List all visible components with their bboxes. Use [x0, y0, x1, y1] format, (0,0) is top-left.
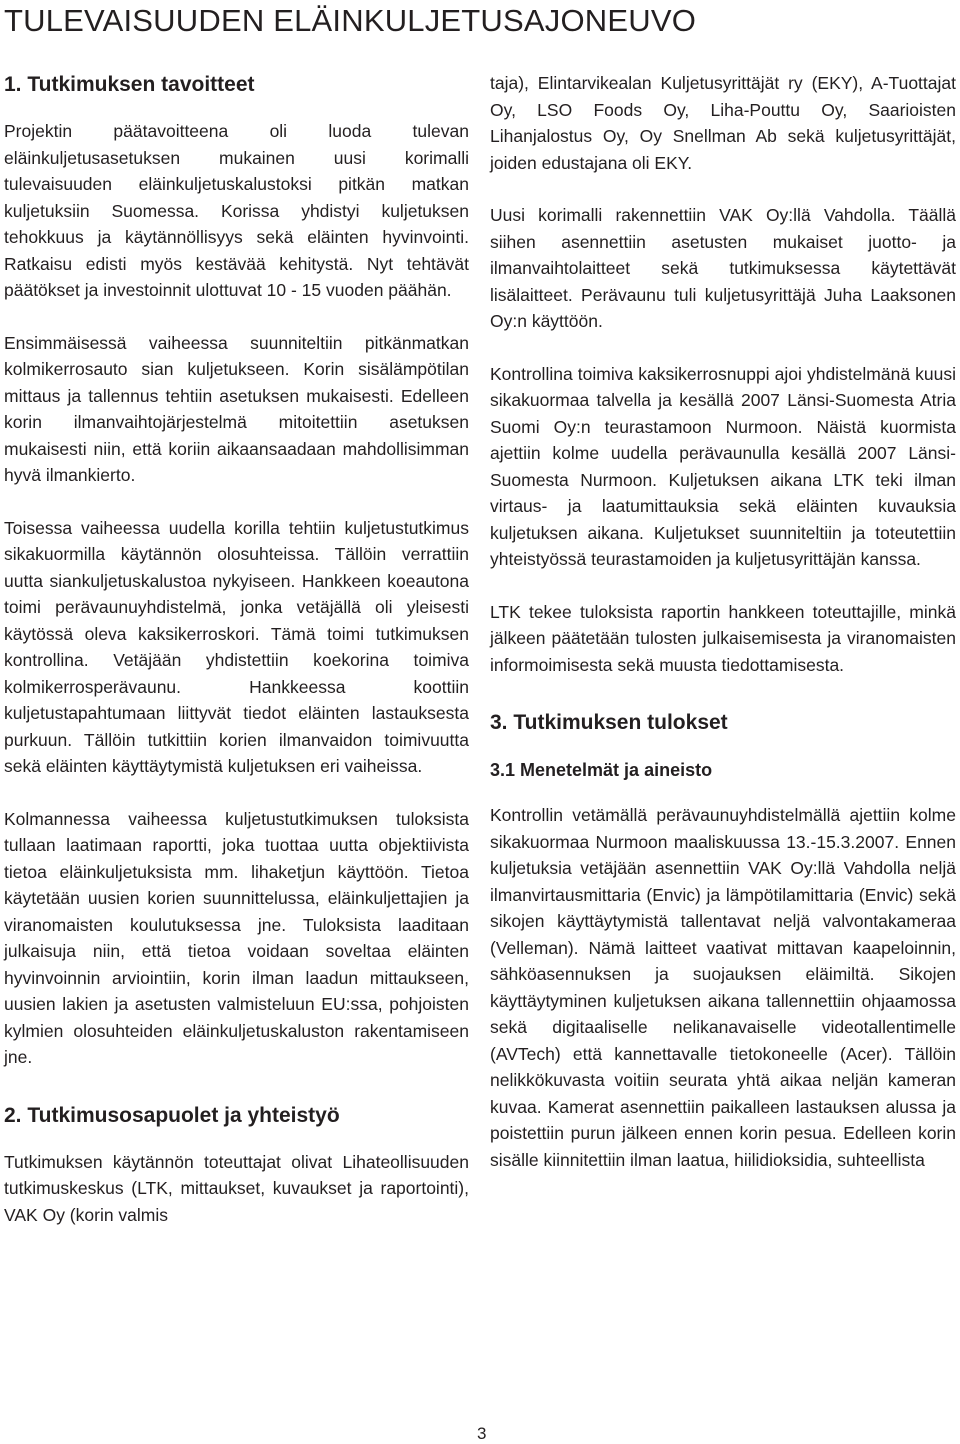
paragraph-reporting: LTK tekee tuloksista raportin hankkeen toteuttajille, minkä jälkeen päätetään tulosten julkaisemisesta ja viranomaisten informoimisesta sekä muusta tiedottamisesta. — [490, 601, 956, 675]
paragraph-methods: Kontrollin vetämällä perävaunuyhdistelmällä ajettiin kolme sikakuormaa Nurmoon maaliskuussa 13.-15.3.2007. Ennen kuljetuksia vetäjään asennettiin VAK Oy:llä Vahdolla neljä ilmanvirtausmittaria (Envic) ja lämpötilamittaria (Envic) sekä sikojen käyttäytymistä tallentavat neljä valvontakameraa (Velleman). Nämä laitteet vaativat mittavan kaapeloinnin, sähköasennuksen ja suojauksen eläimiltä. Sikojen käyttäytyminen kuljetuksen aikana tallennettiin ohjaamossa sekä digitaaliselle nelikanavaiselle videotallentimelle (AVTech) että kannettavalle tietokoneelle (Acer). Tällöin nelikkökuvasta voitiin seurata yhtä aikaa neljän kameran kuvaa. Kamerat asennettiin paikalleen lastauksen alussa ja poistettiin purun jälkeen ennen korin pesua. Edelleen korin sisälle kiinnitettiin ilman laatua, hiilidioksidia, suhteellista — [490, 805, 956, 1170]
page-title: TULEVAISUUDEN ELÄINKULJETUSAJONEUVO — [4, 3, 697, 38]
paragraph-phase-one: Ensimmäisessä vaiheessa suunniteltiin pitkänmatkan kolmikerrosauto sian kuljetukseen. Korin sisälämpötilan mittaus ja tallennus tehtiin asetuksen mukaisesti. Edelleen korin ilmanvaihtojärjestelmä mitoitettiin asetuksen mukaisesti niin, että koriin aikaansaadaan mahdollisimman hyvä ilmankierto. — [4, 332, 469, 485]
paragraph-new-body-model: Uusi korimalli rakennettiin VAK Oy:llä Vahdolla. Täällä siihen asennettiin asetusten mukaiset juotto- ja ilmanvaihtolaitteet sekä tutkimuksessa käytettävät lisälaitteet. Perävaunu tuli kuljetusyrittäjä Juha Laaksonen Oy:n käyttöön. — [490, 205, 956, 331]
page-number: 3 — [477, 1424, 487, 1443]
left-column — [4, 70, 469, 1228]
section-heading-osapuolet: 2. Tutkimusosapuolet ja yhteistyö — [4, 1103, 340, 1127]
right-column — [490, 70, 956, 1173]
paragraph-phase-two: Toisessa vaiheessa uudella korilla tehtiin kuljetustutkimus sikakuormilla käytännön olosuhteissa. Tällöin verrattiin uutta siankuljetuskalustoa nykyiseen. Hankkeen koeautona toimi perävaunuyhdistelmä, jonka vetäjällä oli yleisesti käytössä oleva kaksikerroskori. Tämä toimi tutkimuksen kontrollina. Vetäjään yhdistettiin koekorina toimiva kolmikerrosperävaunu. Hankkeessa koottiin kuljetustapahtumaan liittyvät tiedot eläinten lastauksesta purkuun. Tällöin tutkittiin korien ilmanvaidon toimivuutta sekä eläinten käyttäytymistä kuljetuksen eri vaiheissa. — [4, 517, 469, 776]
section-heading-tulokset: 3. Tutkimuksen tulokset — [490, 711, 728, 734]
paragraph-partners-continued: taja), Elintarvikealan Kuljetusyrittäjät ry (EKY), A-Tuottajat Oy, LSO Foods Oy, Liha-Pouttu Oy, Saarioisten Lihanjalostus Oy, Oy Snellman Ab sekä kuljetusyrittäjät, joiden edustajana oli EKY. — [490, 73, 956, 173]
section-heading-tavoitteet: 1. Tutkimuksen tavoitteet — [4, 73, 255, 96]
paragraph-partners: Tutkimuksen käytännön toteuttajat olivat Lihateollisuuden tutkimuskeskus (LTK, mittaukset, kuvaukset ja raportointi), VAK Oy (korin valmis — [4, 1151, 469, 1225]
paragraph-goals: Projektin päätavoitteena oli luoda tulevan eläinkuljetusasetuksen mukainen uusi korimalli tulevaisuuden eläinkuljetuskalustoksi pitkän matkan kuljetuksiin Suomessa. Korissa yhdistyi kuljetuksen tehokkuus ja käytännöllisyys sekä eläinten hyvinvointi. Ratkaisu edisti myös kestävää kehitystä. Nyt tehtävät päätökset ja investoinnit ulottuvat 10 - 15 vuoden päähän. — [4, 121, 469, 300]
subsection-heading-menetelmat: 3.1 Menetelmät ja aineisto — [490, 760, 713, 780]
paragraph-phase-three: Kolmannessa vaiheessa kuljetustutkimuksen tuloksista tullaan laatimaan raportti, joka tuottaa uutta objektiivista tietoa eläinkuljetuksista mm. lihaketjun käyttöön. Tietoa käytetään uusien korien suunnittelussa, eläinkuljettajien ja viranomaisten koulutuksessa jne. Tuloksista laaditaan julkaisuja niin, että tietoa voidaan soveltaa eläinten hyvinvoinnin arviointiin, korin ilman laadun mittaukseen, uusien lakien ja asetusten valmisteluun EU:ssa, pohjoisten kylmien olosuhteiden eläinkuljetuskaluston rakentamiseen jne. — [4, 808, 469, 1067]
paragraph-control-runs: Kontrollina toimiva kaksikerrosnuppi ajoi yhdistelmänä kuusi sikakuormaa talvella ja kesällä 2007 Länsi-Suomesta Atria Suomi Oy:n teurastamoon Nurmoon. Näistä kuormista ajettiin kolme uudella perävaunulla kesällä 2007 Länsi-Suomesta Nurmoon. Kuljetuksen aikana LTK teki ilman virtaus- ja laatumittauksia sekä eläinten kuvauksia kuljetuksen aikana. Kuljetukset suunniteltiin ja toteutettiin yhteistyössä teurastamoiden ja kuljetusyrittäjän kanssa. — [490, 363, 956, 569]
